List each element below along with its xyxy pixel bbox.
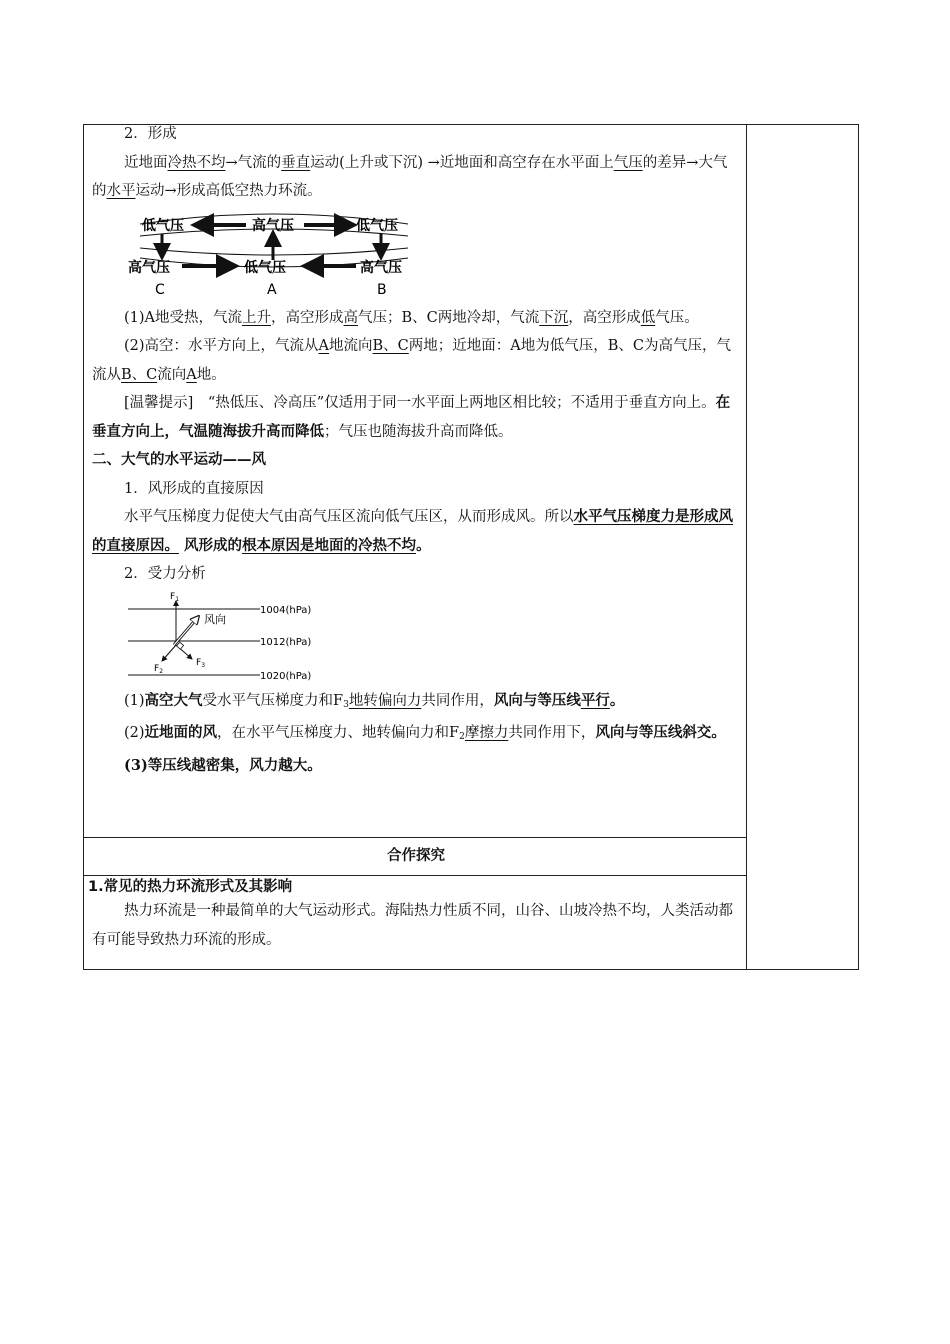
row-divider-1 — [84, 837, 746, 838]
top-mid-label: 高气压 — [252, 217, 294, 234]
isobar-1020: 1020(hPa) — [260, 670, 312, 682]
row-divider-2 — [84, 875, 746, 876]
coop-text: 热力环流是一种最简单的大气运动形式。海陆热力性质不同，山谷、山坡冷热不均，人类活动都有可能导致热力环流的形成。 — [92, 903, 733, 948]
analysis-2: (2)高空：水平方向上，气流从A地流向B、C两地；近地面：A地为低气压，B、C为高气压，气流从B、C流向A地。 — [92, 338, 732, 383]
force-analysis-diagram — [92, 589, 740, 687]
lesson-table — [83, 124, 859, 970]
isobar-1012: 1012(hPa) — [260, 636, 312, 648]
force-f1-label: $F_1$ — [170, 591, 180, 603]
bottom-right-label: 高气压 — [360, 259, 402, 276]
column-divider — [746, 125, 747, 969]
isobar-1004: 1004(hPa) — [260, 604, 312, 616]
force-result-2: (2)近地面的风，在水平气压梯度力、地转偏向力和$F_2$摩擦力共同作用下，风向与等压线斜交。 — [124, 724, 726, 742]
top-right-label: 低气压 — [356, 217, 398, 234]
location-c: C — [155, 281, 165, 298]
thermal-circulation-diagram — [92, 206, 740, 304]
content-cell — [92, 120, 740, 780]
section-title-wind: 二、大气的水平运动——风 — [92, 452, 266, 468]
coop-header: 合作探究 — [387, 848, 445, 864]
analysis-1: (1)A地受热，气流上升，高空形成高气压；B、C两地冷却，气流下沉，高空形成低气压。 — [124, 309, 699, 326]
coop-title: 1.常见的热力环流形式及其影响 — [88, 879, 293, 895]
bottom-mid-label: 低气压 — [244, 259, 286, 276]
wind-cause-paragraph: 水平气压梯度力促使大气由高气压区流向低气压区，从而形成风。所以水平气压梯度力是形成风的直接原因。 风形成的根本原因是地面的冷热不均。 — [92, 508, 733, 554]
location-b: B — [377, 281, 387, 298]
formation-paragraph: 近地面冷热不均→气流的垂直运动(上升或下沉) →近地面和高空存在水平面上气压的差异→大气的水平运动→形成高低空热力环流。 — [92, 154, 728, 199]
heading-direct-cause: 1．风形成的直接原因 — [124, 480, 264, 497]
location-a: A — [267, 281, 277, 298]
coop-content — [88, 877, 736, 954]
force-result-3: (3)等压线越密集，风力越大。 — [124, 756, 322, 774]
warm-tip: [温馨提示] “热低压、冷高压”仅适用于同一水平面上两地区相比较；不适用于垂直方向上。在垂直方向上，气温随海拔升高而降低；气压也随海拔升高而降低。 — [92, 394, 731, 440]
heading-formation: 2．形成 — [124, 126, 177, 142]
wind-direction-label: 风向 — [204, 612, 226, 626]
force-result-1: (1)高空大气受水平气压梯度力和$F_3$地转偏向力共同作用，风向与等压线平行。 — [124, 691, 625, 710]
force-f2-label: $F_2$ — [154, 663, 164, 675]
bottom-left-label: 高气压 — [128, 259, 170, 276]
top-left-label: 低气压 — [142, 217, 184, 234]
heading-force-analysis: 2．受力分析 — [124, 566, 206, 582]
force-f3-label: $F_3$ — [196, 657, 206, 669]
